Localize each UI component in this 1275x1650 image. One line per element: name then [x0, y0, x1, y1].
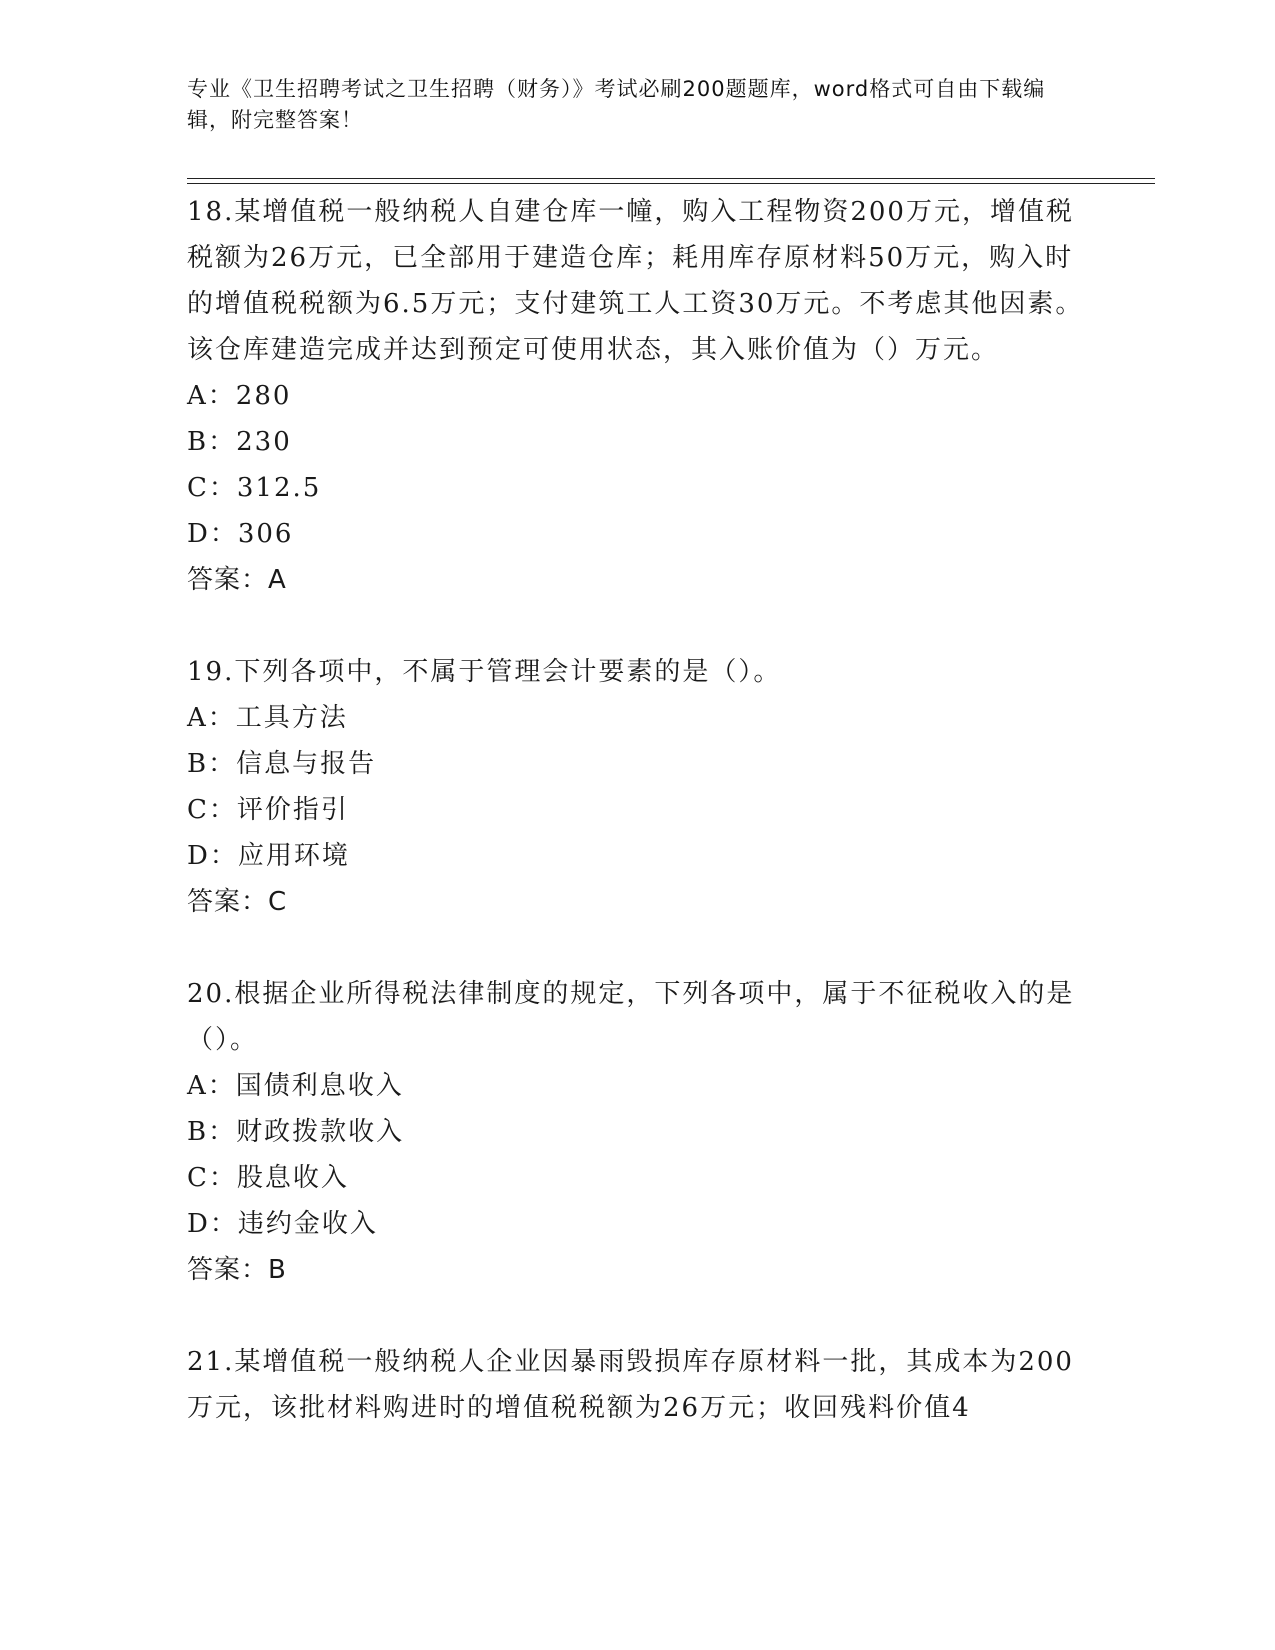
option-b: B：信息与报告: [187, 749, 377, 779]
answer-line: 答案：A: [187, 565, 287, 595]
question-stem: 19.下列各项中，不属于管理会计要素的是（）。: [187, 657, 782, 687]
option-d: D：306: [187, 519, 294, 549]
question-list: [187, 189, 1087, 1431]
option-b: B：230: [187, 427, 292, 457]
header-divider-top: [187, 178, 1155, 179]
question-20: [187, 971, 1087, 1293]
question-21: [187, 1339, 1087, 1431]
question-stem: 20.根据企业所得税法律制度的规定，下列各项中，属于不征税收入的是（）。: [187, 979, 1075, 1055]
header-divider-bottom: [187, 183, 1155, 184]
question-spacer: [187, 603, 1087, 649]
option-c: C：评价指引: [187, 795, 349, 825]
question-spacer: [187, 1293, 1087, 1339]
document-header: 专业《卫生招聘考试之卫生招聘（财务）》考试必刷200题题库，word格式可自由下载编辑，附完整答案！: [187, 77, 1046, 132]
answer-line: 答案：C: [187, 887, 288, 917]
answer-line: 答案：B: [187, 1255, 287, 1285]
question-18: [187, 189, 1087, 603]
question-stem: 21.某增值税一般纳税人企业因暴雨毁损库存原材料一批，其成本为200万元，该批材料购进时的增值税税额为26万元；收回残料价值4: [187, 1347, 1074, 1423]
option-a: A：280: [187, 381, 292, 411]
option-d: D：应用环境: [187, 841, 350, 871]
option-a: A：国债利息收入: [187, 1071, 404, 1101]
option-c: C：312.5: [187, 473, 322, 503]
option-b: B：财政拨款收入: [187, 1117, 405, 1147]
option-a: A：工具方法: [187, 703, 348, 733]
question-19: [187, 649, 1087, 925]
option-c: C：股息收入: [187, 1163, 349, 1193]
question-stem: 18.某增值税一般纳税人自建仓库一幢，购入工程物资200万元，增值税税额为26万元，已全部用于建造仓库；耗用库存原材料50万元，购入时的增值税税额为6.5万元；支付建筑工人工资30万元。不考虑其他因素。该仓库建造完成并达到预定可使用状态，其入账价值为（）万元。: [187, 197, 1084, 365]
question-spacer: [187, 925, 1087, 971]
option-d: D：违约金收入: [187, 1209, 378, 1239]
